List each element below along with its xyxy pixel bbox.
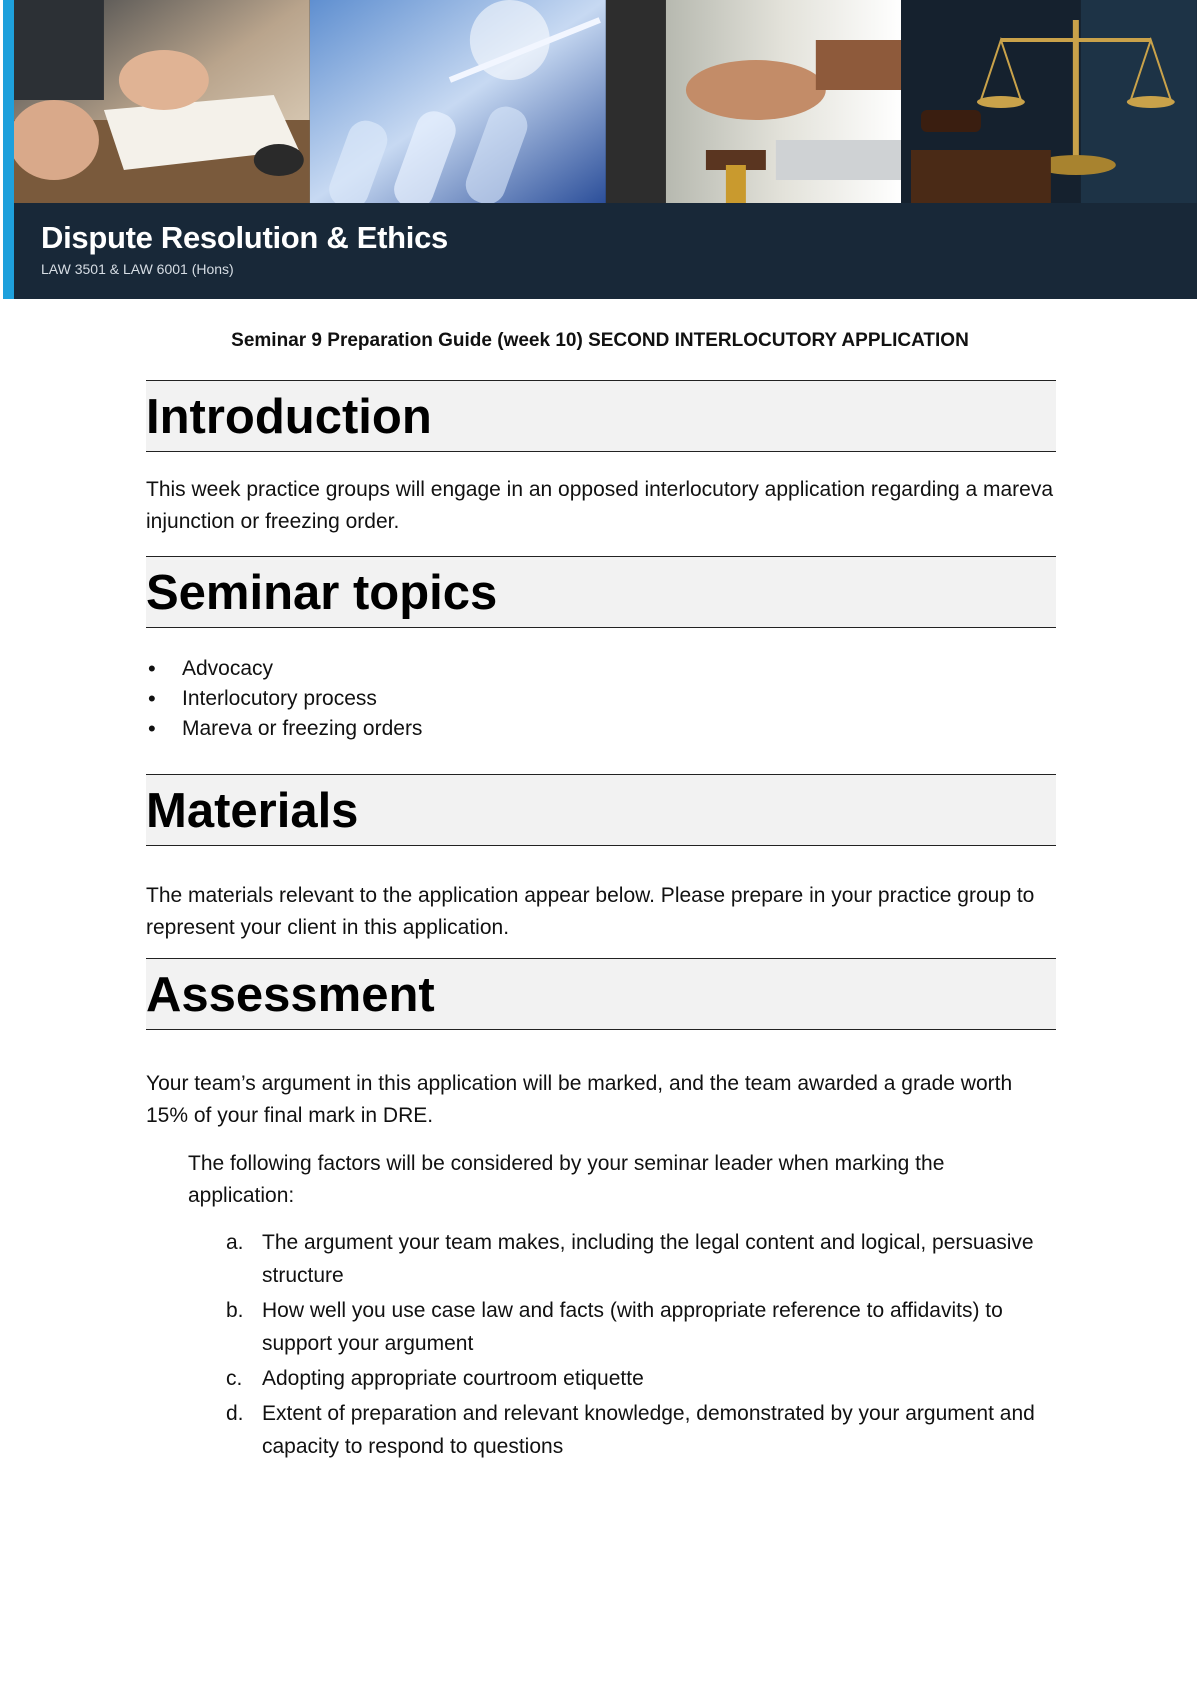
materials-text: The materials relevant to the application appear below. Please prepare in your practice group to represent your client in this application. xyxy=(146,884,1035,939)
list-item-text: Extent of preparation and relevant knowledge, demonstrated by your argument and capacity to respond to questions xyxy=(262,1402,1035,1458)
document-subtitle: Seminar 9 Preparation Guide (week 10) SECOND INTERLOCUTORY APPLICATION xyxy=(231,330,969,351)
list-marker: d. xyxy=(226,1402,244,1425)
list-item: • Mareva or freezing orders xyxy=(182,714,1056,744)
meeting-hands-photo xyxy=(14,0,310,203)
assessment-factors-intro: The following factors will be considered by your seminar leader when marking the application: xyxy=(188,1152,945,1207)
list-item-text: The argument your team makes, including the legal content and logical, persuasive structure xyxy=(262,1231,1034,1287)
course-codes: LAW 3501 & LAW 6001 (Hons) xyxy=(41,261,234,277)
scales-of-justice-gavel-photo xyxy=(901,0,1197,203)
list-item xyxy=(226,1226,1056,1292)
header-banner xyxy=(3,0,1197,299)
introduction-text: This week practice groups will engage in an opposed interlocutory application regarding a mareva injunction or freezing order. xyxy=(146,478,1054,533)
assessment-heading: Assessment xyxy=(146,958,1056,1030)
list-item-text: How well you use case law and facts (with appropriate reference to affidavits) to support your argument xyxy=(262,1299,1003,1355)
list-item xyxy=(226,1362,1056,1395)
assessment-text: Your team’s argument in this application will be marked, and the team awarded a grade worth 15% of your final mark in DRE. xyxy=(146,1072,1013,1127)
introduction-heading: Introduction xyxy=(146,380,1056,452)
assessment-factors-list xyxy=(146,1226,1056,1463)
seminar-topics-list xyxy=(146,654,1056,744)
banner-accent-bar xyxy=(3,0,14,299)
materials-heading: Materials xyxy=(146,774,1056,846)
seminar-topics-heading: Seminar topics xyxy=(146,556,1056,628)
laboratory-test-tubes-photo xyxy=(310,0,606,203)
handshake-gavel-photo xyxy=(606,0,902,203)
document-content xyxy=(146,380,1056,1465)
list-marker: b. xyxy=(226,1299,244,1322)
list-item xyxy=(226,1397,1056,1463)
list-marker: a. xyxy=(226,1231,244,1254)
list-item xyxy=(226,1294,1056,1360)
list-item-text: Adopting appropriate courtroom etiquette xyxy=(262,1367,644,1390)
list-item: • Interlocutory process xyxy=(182,684,1056,714)
list-marker: c. xyxy=(226,1367,243,1390)
course-title: Dispute Resolution & Ethics xyxy=(41,220,448,255)
banner-photo-strip xyxy=(14,0,1197,203)
list-item: • Advocacy xyxy=(182,654,1056,684)
